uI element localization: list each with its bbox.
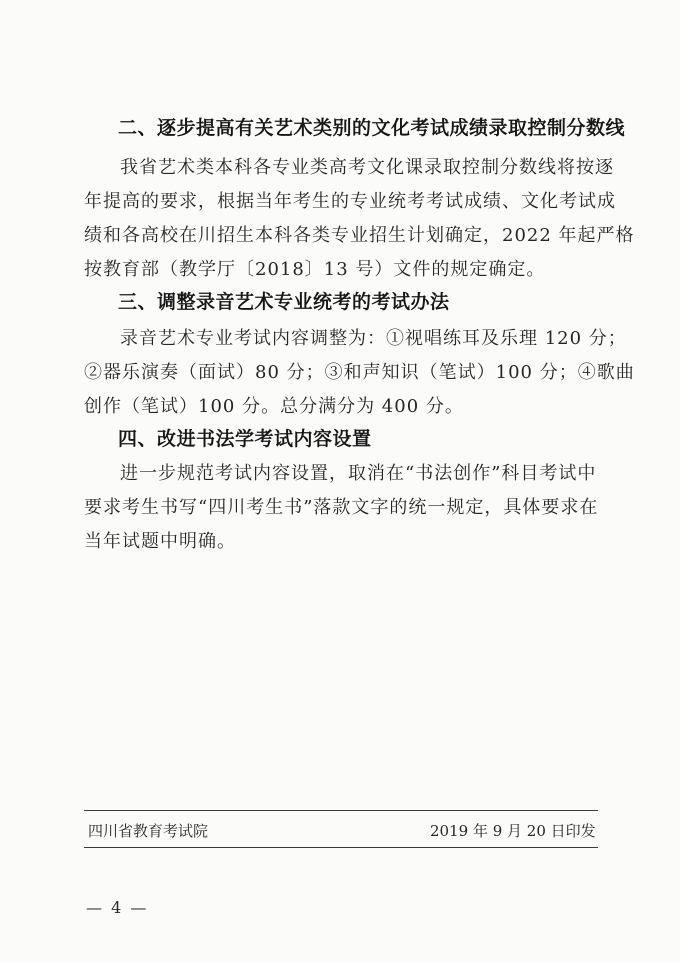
footer-bottom-rule [84,847,598,848]
section-heading-2: 二、逐步提高有关艺术类别的文化考试成绩录取控制分数线 [118,117,626,139]
page-number: — 4 — [86,898,149,917]
paragraph-line: 我省艺术类本科各专业类高考文化课录取控制分数线将按逐 [120,157,614,178]
issuer-name: 四川省教育考试院 [88,822,209,840]
section-heading-3: 三、调整录音艺术专业统考的考试办法 [118,291,450,313]
issue-date: 2019 年 9 月 20 日印发 [430,822,596,840]
paragraph-line: 录音艺术专业考试内容调整为：①视唱练耳及乐理 120 分； [120,328,627,349]
paragraph-line: 要求考生书写“四川考生书”落款文字的统一规定，具体要求在 [84,497,599,518]
footer-top-rule [84,810,598,811]
paragraph-line: 进一步规范考试内容设置，取消在“书法创作”科目考试中 [120,463,597,484]
paragraph-line: 年提高的要求，根据当年考生的专业统考考试成绩、文化考试成 [84,191,616,212]
paragraph-line: 创作（笔试）100 分。总分满分为 400 分。 [84,396,464,417]
paragraph-line: ②器乐演奏（面试）80 分；③和声知识（笔试）100 分；④歌曲 [84,362,635,383]
paragraph-line: 按教育部（教学厅〔2018〕13 号）文件的规定确定。 [84,259,546,280]
paragraph-line: 绩和各高校在川招生本科各类专业招生计划确定，2022 年起严格 [84,225,635,246]
paragraph-line: 当年试题中明确。 [84,531,236,552]
section-heading-4: 四、改进书法学考试内容设置 [118,428,372,450]
